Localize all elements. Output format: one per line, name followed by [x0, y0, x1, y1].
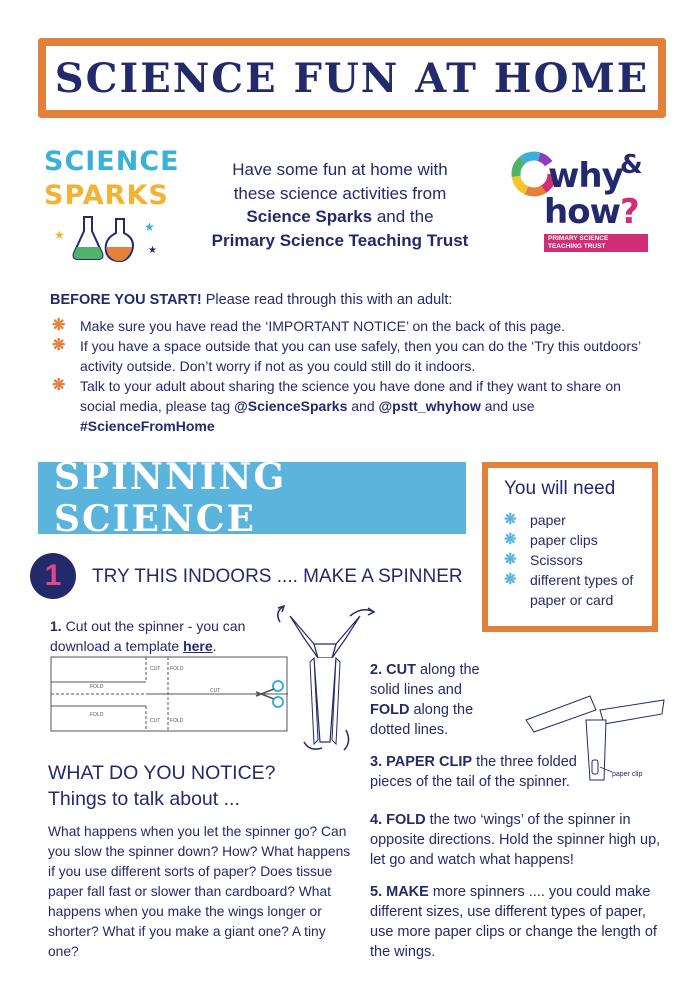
step-heading: TRY THIS INDOORS .... MAKE A SPINNER [92, 566, 463, 587]
paper-clip-label: paper clip [612, 771, 643, 778]
spinner-template-diagram [50, 656, 288, 732]
why-how-logo-how [544, 192, 639, 232]
list-item [500, 530, 640, 550]
why-how-logo-amp: & [620, 150, 643, 180]
page-title: SCIENCE FUN AT HOME [54, 54, 650, 102]
before-item-3-mid: and [347, 398, 379, 414]
list-item [500, 570, 640, 610]
before-heading-line [50, 290, 660, 310]
asterisk-bullet-icon: ❋ [504, 571, 517, 588]
before-heading: BEFORE YOU START! [50, 292, 202, 308]
instruction-1-end: . [212, 638, 217, 654]
notice-heading-line2: Things to talk about ... [48, 788, 240, 810]
instruction-4-bold: 4. FOLD [370, 812, 426, 828]
instruction-2 [370, 660, 490, 740]
svg-text:★: ★ [54, 228, 65, 242]
intro-org2: Primary Science Teaching Trust [211, 230, 469, 250]
svg-text:★: ★ [148, 245, 157, 256]
asterisk-bullet-icon: ❋ [52, 377, 66, 394]
instruction-1-text: Cut out the spinner - you can download a template [50, 618, 246, 654]
asterisk-bullet-icon: ❋ [52, 337, 66, 354]
instruction-5-bold: 5. MAKE [370, 884, 429, 900]
tag-sciencesparks: @ScienceSparks [234, 398, 348, 414]
instruction-5 [370, 882, 670, 962]
intro-org1: Science Sparks [246, 207, 373, 226]
template-label-cut-top: CUT [150, 666, 161, 672]
svg-text:★: ★ [144, 220, 155, 234]
why-how-logo-band: PRIMARY SCIENCE TEACHING TRUST [544, 234, 648, 252]
flask-icon [44, 213, 174, 265]
material-1: paper [530, 512, 566, 528]
asterisk-bullet-icon: ❋ [504, 551, 517, 568]
section-banner [38, 456, 466, 540]
before-item-2: If you have a space outside that you can use safely, then you can do the ‘Try this outdoors’ activity outside. Don’t worry if not as you could still do it indoors. [80, 338, 641, 374]
instruction-3-bold: 3. PAPER CLIP [370, 754, 473, 770]
why-how-logo-why: why [548, 156, 623, 196]
curved-arrow-icon [304, 742, 322, 749]
material-3: Scissors [530, 552, 583, 568]
spinner-fold-diagram [270, 602, 380, 752]
tag-pstt: @pstt_whyhow [378, 398, 481, 414]
intro-line1: Have some fun at home with [232, 160, 448, 179]
before-item-3-end: and use [480, 398, 535, 414]
instruction-2-text2: along the dotted lines. [370, 702, 474, 738]
template-label-fold-low: FOLD [170, 718, 184, 724]
material-4: different types of paper or card [530, 572, 634, 608]
science-sparks-logo [44, 145, 180, 265]
materials-title: You will need [504, 478, 616, 499]
asterisk-bullet-icon: ❋ [504, 511, 517, 528]
why-how-logo [508, 148, 658, 256]
list-item [500, 550, 640, 570]
notice-heading-line1: WHAT DO YOU NOTICE? [48, 762, 276, 784]
instruction-4-text: the two ‘wings’ of the spinner in opposite directions. Hold the spinner high up, let go and watch what happens! [370, 812, 661, 868]
section-title: SPINNING SCIENCE [54, 456, 287, 540]
template-link[interactable]: here [183, 638, 213, 654]
notice-text: What happens when you let the spinner go? Can you slow the spinner down? How? What happens if you use different sorts of paper? Does tissue paper fall fast or slower than cardboard? What happens when you make the wings longer or shorter? What if you make a giant one? A tiny one? [48, 824, 351, 959]
why-how-logo-question: ? [619, 192, 639, 232]
before-subheading: Please read through this with an adult: [201, 292, 453, 308]
template-label-fold-top: FOLD [90, 684, 104, 690]
instruction-2-cut: 2. CUT [370, 662, 416, 678]
materials-list [500, 510, 640, 610]
notice-heading [48, 760, 276, 812]
before-item-3-start: Talk to your adult about sharing the science you have done and if they want to share on social media, please tag [80, 378, 621, 414]
instruction-3-text: the three folded pieces of the tail of the spinner. [370, 754, 577, 790]
science-sparks-logo-line2: SPARKS [44, 180, 169, 211]
asterisk-bullet-icon: ❋ [52, 317, 66, 334]
before-section [50, 290, 660, 436]
template-label-fold-bottom: FOLD [90, 712, 104, 718]
instruction-2-fold: FOLD [370, 702, 410, 718]
asterisk-bullet-icon: ❋ [504, 531, 517, 548]
curved-arrow-icon [344, 730, 349, 750]
before-list [50, 316, 660, 436]
curved-arrow-icon [350, 610, 374, 616]
intro-text [190, 158, 490, 252]
intro-and-the: and the [372, 207, 434, 226]
instruction-3 [370, 752, 595, 792]
materials-box [482, 462, 658, 632]
instruction-1 [50, 616, 270, 656]
template-label-cut-bottom: CUT [150, 718, 161, 724]
list-item [50, 336, 660, 376]
step-number-badge: 1 [30, 553, 76, 599]
template-label-cut: CUT [210, 688, 221, 694]
instruction-2-text1: along the solid lines and [370, 662, 480, 698]
science-sparks-logo-line1: SCIENCE [44, 146, 180, 177]
list-item [50, 316, 660, 336]
before-item-1: Make sure you have read the ‘IMPORTANT NOTICE’ on the back of this page. [80, 318, 566, 334]
intro-line2: these science activities from [233, 183, 447, 203]
list-item [500, 510, 640, 530]
why-how-logo-how-text: how [544, 192, 620, 232]
hashtag: #ScienceFromHome [80, 418, 215, 434]
material-2: paper clips [530, 532, 598, 548]
instruction-4 [370, 810, 670, 870]
instruction-5-text: more spinners .... you could make different sizes, use different types of paper, use more paper clips or change the length of the wings. [370, 884, 657, 960]
instruction-1-number: 1. [50, 618, 62, 634]
title-frame [38, 38, 666, 118]
template-label-fold-mid: FOLD [170, 666, 184, 672]
list-item [50, 376, 660, 436]
